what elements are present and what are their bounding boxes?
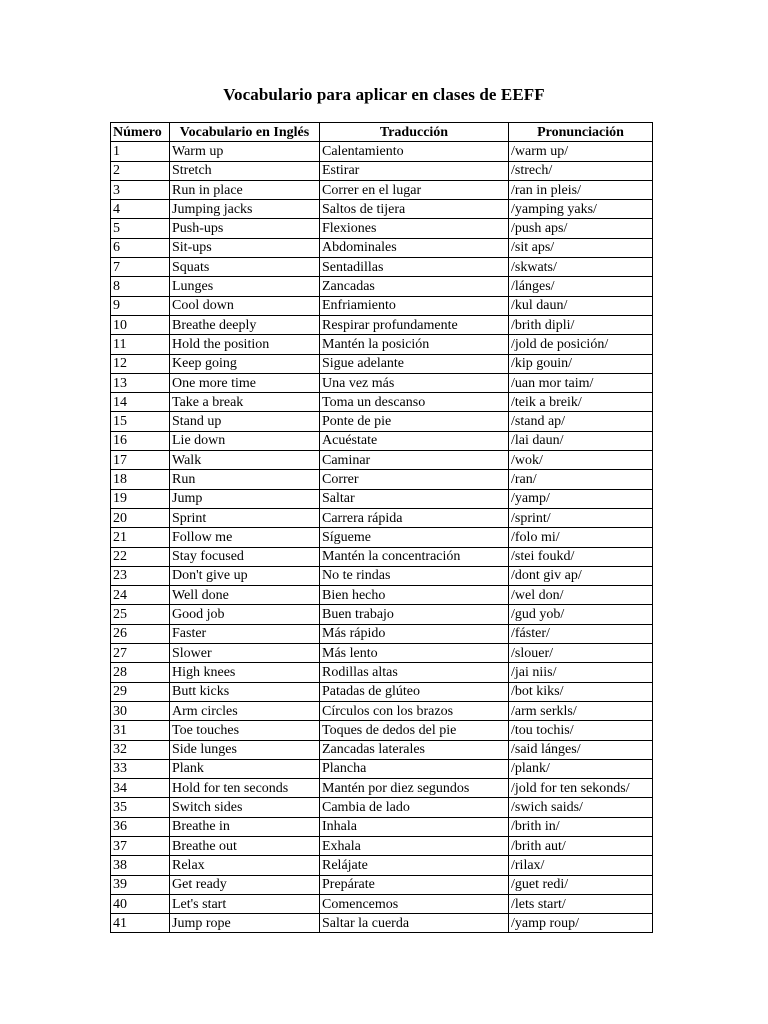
cell-pronunciacion: /kul daun/ <box>509 296 653 315</box>
cell-numero: 26 <box>111 624 170 643</box>
cell-numero: 28 <box>111 663 170 682</box>
table-row <box>111 161 653 180</box>
cell-ingles: Run <box>170 470 320 489</box>
cell-traduccion: Enfriamiento <box>320 296 509 315</box>
cell-numero: 33 <box>111 759 170 778</box>
cell-traduccion: Calentamiento <box>320 142 509 161</box>
cell-pronunciacion: /jai niis/ <box>509 663 653 682</box>
table-row <box>111 624 653 643</box>
table-row <box>111 315 653 334</box>
cell-numero: 17 <box>111 451 170 470</box>
table-row <box>111 856 653 875</box>
cell-numero: 16 <box>111 431 170 450</box>
table-row <box>111 740 653 759</box>
cell-pronunciacion: /gud yob/ <box>509 605 653 624</box>
cell-ingles: Lie down <box>170 431 320 450</box>
cell-ingles: Lunges <box>170 277 320 296</box>
cell-ingles: Well done <box>170 586 320 605</box>
cell-traduccion: Cambia de lado <box>320 798 509 817</box>
table-row <box>111 373 653 392</box>
cell-traduccion: Prepárate <box>320 875 509 894</box>
cell-ingles: Breathe deeply <box>170 315 320 334</box>
cell-pronunciacion: /fáster/ <box>509 624 653 643</box>
cell-numero: 40 <box>111 894 170 913</box>
cell-numero: 39 <box>111 875 170 894</box>
cell-pronunciacion: /plank/ <box>509 759 653 778</box>
cell-traduccion: Correr en el lugar <box>320 180 509 199</box>
header-pronunciacion: Pronunciación <box>509 123 653 142</box>
cell-numero: 41 <box>111 914 170 933</box>
cell-pronunciacion: /warm up/ <box>509 142 653 161</box>
cell-numero: 5 <box>111 219 170 238</box>
table-row <box>111 393 653 412</box>
cell-numero: 36 <box>111 817 170 836</box>
cell-ingles: Stand up <box>170 412 320 431</box>
table-row <box>111 566 653 585</box>
cell-numero: 11 <box>111 335 170 354</box>
cell-pronunciacion: /brith in/ <box>509 817 653 836</box>
table-row <box>111 721 653 740</box>
header-numero: Número <box>111 123 170 142</box>
cell-numero: 14 <box>111 393 170 412</box>
cell-ingles: Get ready <box>170 875 320 894</box>
cell-numero: 32 <box>111 740 170 759</box>
cell-traduccion: Mantén la concentración <box>320 547 509 566</box>
cell-numero: 8 <box>111 277 170 296</box>
cell-pronunciacion: /yamp/ <box>509 489 653 508</box>
cell-ingles: Warm up <box>170 142 320 161</box>
cell-ingles: Arm circles <box>170 701 320 720</box>
cell-numero: 15 <box>111 412 170 431</box>
cell-pronunciacion: /guet redi/ <box>509 875 653 894</box>
cell-ingles: Sprint <box>170 508 320 527</box>
table-header <box>111 123 653 142</box>
cell-traduccion: Exhala <box>320 836 509 855</box>
cell-numero: 30 <box>111 701 170 720</box>
cell-ingles: Walk <box>170 451 320 470</box>
header-row <box>111 123 653 142</box>
cell-traduccion: Zancadas laterales <box>320 740 509 759</box>
cell-ingles: Don't give up <box>170 566 320 585</box>
cell-ingles: Let's start <box>170 894 320 913</box>
cell-ingles: High knees <box>170 663 320 682</box>
table-row <box>111 238 653 257</box>
table-row <box>111 528 653 547</box>
table-row <box>111 296 653 315</box>
cell-numero: 34 <box>111 779 170 798</box>
cell-ingles: Jump <box>170 489 320 508</box>
cell-traduccion: Inhala <box>320 817 509 836</box>
table-row <box>111 605 653 624</box>
cell-pronunciacion: /rilax/ <box>509 856 653 875</box>
cell-pronunciacion: /folo mi/ <box>509 528 653 547</box>
cell-ingles: Faster <box>170 624 320 643</box>
cell-numero: 1 <box>111 142 170 161</box>
table-row <box>111 547 653 566</box>
cell-traduccion: Sentadillas <box>320 258 509 277</box>
cell-traduccion: Abdominales <box>320 238 509 257</box>
cell-traduccion: Toma un descanso <box>320 393 509 412</box>
cell-numero: 31 <box>111 721 170 740</box>
cell-ingles: Hold the position <box>170 335 320 354</box>
cell-ingles: Sit-ups <box>170 238 320 257</box>
cell-traduccion: Saltar <box>320 489 509 508</box>
cell-traduccion: Caminar <box>320 451 509 470</box>
cell-pronunciacion: /swich saids/ <box>509 798 653 817</box>
cell-numero: 9 <box>111 296 170 315</box>
cell-pronunciacion: /ran in pleis/ <box>509 180 653 199</box>
cell-numero: 25 <box>111 605 170 624</box>
cell-pronunciacion: /arm serkls/ <box>509 701 653 720</box>
cell-traduccion: Acuéstate <box>320 431 509 450</box>
cell-ingles: One more time <box>170 373 320 392</box>
cell-numero: 37 <box>111 836 170 855</box>
cell-numero: 21 <box>111 528 170 547</box>
cell-traduccion: Relájate <box>320 856 509 875</box>
header-traduccion: Traducción <box>320 123 509 142</box>
cell-pronunciacion: /skwats/ <box>509 258 653 277</box>
table-row <box>111 894 653 913</box>
cell-traduccion: Círculos con los brazos <box>320 701 509 720</box>
cell-pronunciacion: /tou tochis/ <box>509 721 653 740</box>
table-row <box>111 817 653 836</box>
cell-traduccion: Sígueme <box>320 528 509 547</box>
cell-numero: 29 <box>111 682 170 701</box>
cell-ingles: Squats <box>170 258 320 277</box>
cell-ingles: Butt kicks <box>170 682 320 701</box>
cell-pronunciacion: /dont giv ap/ <box>509 566 653 585</box>
cell-numero: 13 <box>111 373 170 392</box>
cell-pronunciacion: /lánges/ <box>509 277 653 296</box>
cell-ingles: Stay focused <box>170 547 320 566</box>
cell-traduccion: No te rindas <box>320 566 509 585</box>
cell-pronunciacion: /push aps/ <box>509 219 653 238</box>
cell-pronunciacion: /uan mor taim/ <box>509 373 653 392</box>
table-row <box>111 412 653 431</box>
cell-traduccion: Mantén por diez segundos <box>320 779 509 798</box>
table-row <box>111 354 653 373</box>
cell-numero: 23 <box>111 566 170 585</box>
cell-numero: 38 <box>111 856 170 875</box>
table-row <box>111 431 653 450</box>
cell-traduccion: Comencemos <box>320 894 509 913</box>
cell-numero: 7 <box>111 258 170 277</box>
cell-ingles: Keep going <box>170 354 320 373</box>
cell-ingles: Switch sides <box>170 798 320 817</box>
cell-traduccion: Saltos de tijera <box>320 200 509 219</box>
cell-numero: 4 <box>111 200 170 219</box>
cell-traduccion: Más rápido <box>320 624 509 643</box>
cell-traduccion: Una vez más <box>320 373 509 392</box>
cell-ingles: Relax <box>170 856 320 875</box>
cell-ingles: Run in place <box>170 180 320 199</box>
cell-numero: 24 <box>111 586 170 605</box>
table-row <box>111 200 653 219</box>
cell-ingles: Toe touches <box>170 721 320 740</box>
cell-traduccion: Toques de dedos del pie <box>320 721 509 740</box>
cell-traduccion: Estirar <box>320 161 509 180</box>
table-row <box>111 701 653 720</box>
table-row <box>111 759 653 778</box>
table-row <box>111 875 653 894</box>
cell-numero: 18 <box>111 470 170 489</box>
header-vocabulario-ingles: Vocabulario en Inglés <box>170 123 320 142</box>
table-row <box>111 914 653 933</box>
cell-traduccion: Mantén la posición <box>320 335 509 354</box>
table-row <box>111 779 653 798</box>
cell-ingles: Cool down <box>170 296 320 315</box>
cell-numero: 12 <box>111 354 170 373</box>
table-row <box>111 258 653 277</box>
cell-ingles: Hold for ten seconds <box>170 779 320 798</box>
cell-pronunciacion: /wok/ <box>509 451 653 470</box>
cell-pronunciacion: /wel don/ <box>509 586 653 605</box>
table-row <box>111 180 653 199</box>
cell-ingles: Plank <box>170 759 320 778</box>
table-row <box>111 142 653 161</box>
table-row <box>111 798 653 817</box>
table-row <box>111 470 653 489</box>
cell-numero: 20 <box>111 508 170 527</box>
cell-pronunciacion: /slouer/ <box>509 644 653 663</box>
cell-pronunciacion: /stand ap/ <box>509 412 653 431</box>
cell-pronunciacion: /strech/ <box>509 161 653 180</box>
cell-ingles: Breathe out <box>170 836 320 855</box>
cell-pronunciacion: /jold for ten sekonds/ <box>509 779 653 798</box>
table-row <box>111 451 653 470</box>
cell-pronunciacion: /kip gouin/ <box>509 354 653 373</box>
cell-ingles: Follow me <box>170 528 320 547</box>
cell-traduccion: Ponte de pie <box>320 412 509 431</box>
table-row <box>111 663 653 682</box>
cell-traduccion: Bien hecho <box>320 586 509 605</box>
cell-pronunciacion: /teik a breik/ <box>509 393 653 412</box>
cell-ingles: Jumping jacks <box>170 200 320 219</box>
cell-numero: 6 <box>111 238 170 257</box>
cell-pronunciacion: /yamp roup/ <box>509 914 653 933</box>
cell-traduccion: Respirar profundamente <box>320 315 509 334</box>
cell-numero: 19 <box>111 489 170 508</box>
cell-pronunciacion: /ran/ <box>509 470 653 489</box>
cell-traduccion: Más lento <box>320 644 509 663</box>
cell-pronunciacion: /sprint/ <box>509 508 653 527</box>
table-row <box>111 335 653 354</box>
table-row <box>111 489 653 508</box>
cell-pronunciacion: /said lánges/ <box>509 740 653 759</box>
cell-traduccion: Carrera rápida <box>320 508 509 527</box>
cell-traduccion: Rodillas altas <box>320 663 509 682</box>
cell-traduccion: Plancha <box>320 759 509 778</box>
cell-numero: 10 <box>111 315 170 334</box>
table-row <box>111 682 653 701</box>
cell-pronunciacion: /jold de posición/ <box>509 335 653 354</box>
cell-pronunciacion: /lai daun/ <box>509 431 653 450</box>
cell-traduccion: Zancadas <box>320 277 509 296</box>
cell-pronunciacion: /lets start/ <box>509 894 653 913</box>
cell-traduccion: Correr <box>320 470 509 489</box>
cell-pronunciacion: /sit aps/ <box>509 238 653 257</box>
cell-numero: 2 <box>111 161 170 180</box>
cell-traduccion: Saltar la cuerda <box>320 914 509 933</box>
table-row <box>111 836 653 855</box>
cell-pronunciacion: /stei foukd/ <box>509 547 653 566</box>
cell-ingles: Breathe in <box>170 817 320 836</box>
cell-ingles: Take a break <box>170 393 320 412</box>
cell-numero: 27 <box>111 644 170 663</box>
page-title: Vocabulario para aplicar en clases de EEFF <box>223 85 545 104</box>
cell-pronunciacion: /yamping yaks/ <box>509 200 653 219</box>
cell-ingles: Side lunges <box>170 740 320 759</box>
table-row <box>111 644 653 663</box>
vocabulary-table <box>110 122 653 933</box>
cell-traduccion: Buen trabajo <box>320 605 509 624</box>
table-row <box>111 219 653 238</box>
cell-traduccion: Flexiones <box>320 219 509 238</box>
cell-ingles: Good job <box>170 605 320 624</box>
cell-pronunciacion: /bot kiks/ <box>509 682 653 701</box>
table-row <box>111 586 653 605</box>
cell-ingles: Jump rope <box>170 914 320 933</box>
table-body <box>111 142 653 933</box>
cell-numero: 35 <box>111 798 170 817</box>
cell-pronunciacion: /brith dipli/ <box>509 315 653 334</box>
table-row <box>111 508 653 527</box>
cell-pronunciacion: /brith aut/ <box>509 836 653 855</box>
cell-ingles: Push-ups <box>170 219 320 238</box>
cell-numero: 22 <box>111 547 170 566</box>
cell-numero: 3 <box>111 180 170 199</box>
cell-ingles: Slower <box>170 644 320 663</box>
cell-traduccion: Sigue adelante <box>320 354 509 373</box>
cell-ingles: Stretch <box>170 161 320 180</box>
cell-traduccion: Patadas de glúteo <box>320 682 509 701</box>
table-row <box>111 277 653 296</box>
